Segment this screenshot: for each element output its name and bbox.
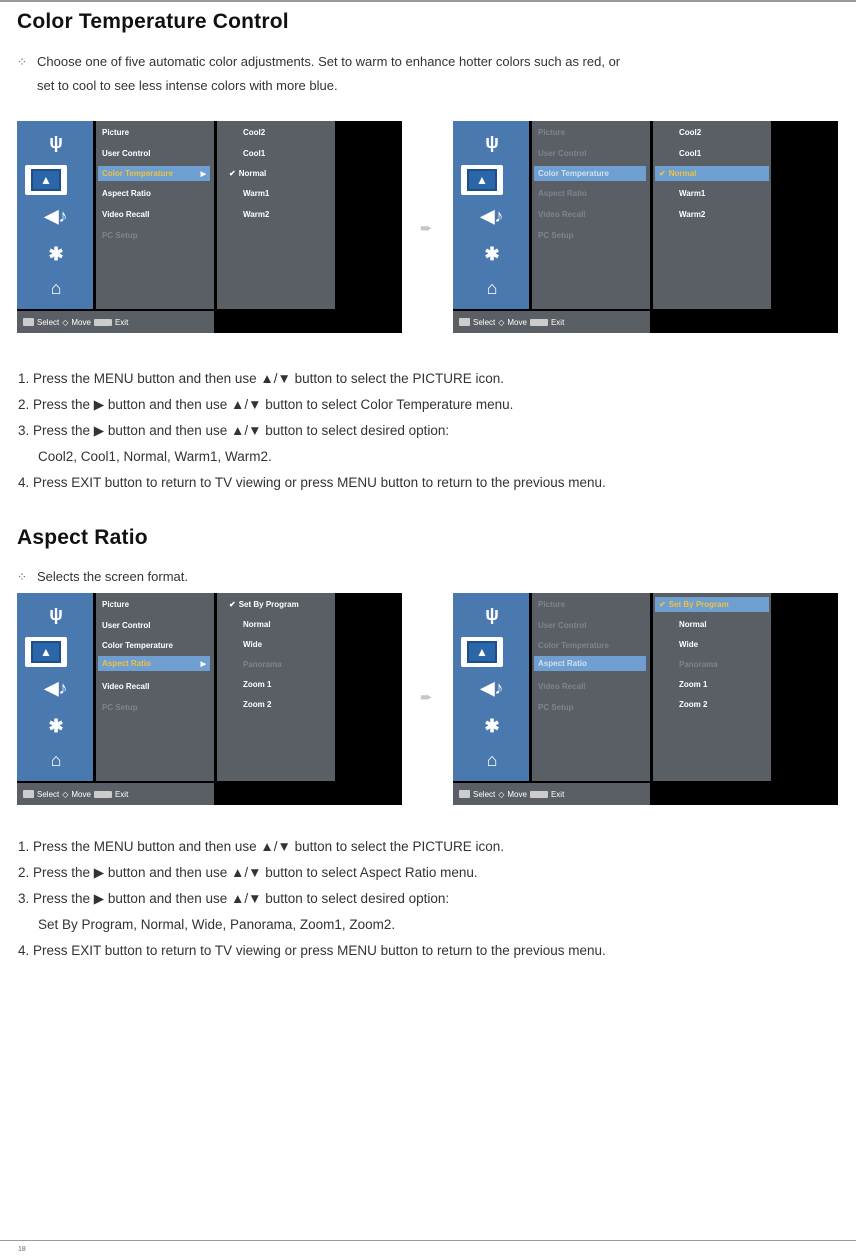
move-icon: ◇ xyxy=(62,789,69,799)
step-1: 1. Press the MENU button and then use ▲/▼ button to select the PICTURE icon. xyxy=(18,839,504,854)
setup-gear-icon: ✱ xyxy=(48,715,64,736)
exit-key-icon xyxy=(94,791,112,798)
osd-footer: Select ◇ Move Exit xyxy=(17,311,214,333)
select-key-icon xyxy=(23,318,34,326)
osd-icon-bar xyxy=(17,593,93,781)
select-key-icon xyxy=(459,790,470,798)
antenna-icon: ψ xyxy=(485,603,499,624)
osd-footer: Select ◇ Move Exit xyxy=(453,311,650,333)
menu-item-aspect-ratio[interactable]: Aspect Ratio ▶ xyxy=(98,656,210,671)
picture-icon: ▲ xyxy=(461,165,503,195)
step-2: 2. Press the ▶ button and then use ▲/▼ button to select Color Temperature menu. xyxy=(18,397,514,412)
osd-main-menu xyxy=(96,593,214,781)
antenna-icon: ψ xyxy=(485,131,499,152)
top-rule xyxy=(0,0,856,2)
sound-icon: ◀♪ xyxy=(44,205,68,226)
menu-item-aspect-ratio[interactable]: Aspect Ratio xyxy=(102,189,151,198)
sound-icon: ◀♪ xyxy=(44,677,68,698)
section-intro-color-temperature: ⁘ Choose one of five automatic color adjustments. Set to warm to enhance hotter colors such as red, or set to cool to see less intense colors with more blue. xyxy=(17,50,817,98)
step-4: 4. Press EXIT button to return to TV viewing or press MENU button to return to the previous menu. xyxy=(18,943,606,958)
menu-item-pc-setup: PC Setup xyxy=(102,231,138,240)
menu-item-color-temperature[interactable]: Color Temperature xyxy=(102,641,173,650)
option-panorama: Panorama xyxy=(243,660,282,669)
antenna-icon: ψ xyxy=(49,131,63,152)
osd-footer: Select ◇ Move Exit xyxy=(453,783,650,805)
channel-icon: ⌂ xyxy=(50,749,62,770)
picture-icon: ▲ xyxy=(25,637,67,667)
menu-item-user-control[interactable]: User Control xyxy=(538,149,587,158)
channel-icon: ⌂ xyxy=(486,749,498,770)
menu-item-video-recall[interactable]: Video Recall xyxy=(102,682,150,691)
menu-item-color-temperature[interactable]: Color Temperature xyxy=(534,166,646,181)
option-warm1[interactable]: Warm1 xyxy=(243,189,270,198)
option-set-by-program-selected[interactable]: ✔ Set By Program xyxy=(655,597,769,612)
menu-item-pc-setup: PC Setup xyxy=(102,703,138,712)
option-normal[interactable]: Normal xyxy=(243,620,271,629)
option-cool1[interactable]: Cool1 xyxy=(243,149,266,158)
osd-icon-bar xyxy=(453,593,529,781)
bottom-rule xyxy=(0,1240,856,1241)
menu-item-user-control[interactable]: User Control xyxy=(102,621,151,630)
osd-main-menu xyxy=(96,121,214,309)
osd-options-menu xyxy=(653,593,771,781)
menu-item-video-recall[interactable]: Video Recall xyxy=(538,210,586,219)
option-normal-selected[interactable]: ✔ Normal xyxy=(655,166,769,181)
menu-item-pc-setup: PC Setup xyxy=(538,703,574,712)
next-step-arrow-icon: ➨ xyxy=(420,689,433,706)
select-key-icon xyxy=(23,790,34,798)
menu-item-color-temperature[interactable]: Color Temperature xyxy=(538,641,609,650)
option-zoom2[interactable]: Zoom 2 xyxy=(679,700,708,709)
step-4: 4. Press EXIT button to return to TV viewing or press MENU button to return to the previous menu. xyxy=(18,475,606,490)
move-icon: ◇ xyxy=(62,317,69,327)
option-zoom1[interactable]: Zoom 1 xyxy=(679,680,708,689)
move-icon: ◇ xyxy=(498,317,505,327)
channel-icon: ⌂ xyxy=(50,277,62,298)
section-title-color-temperature: Color Temperature Control xyxy=(17,10,289,33)
steps-aspect-ratio xyxy=(18,834,606,964)
option-normal[interactable]: ✔ Normal xyxy=(229,169,267,178)
picture-icon: ▲ xyxy=(461,637,503,667)
setup-gear-icon: ✱ xyxy=(484,715,500,736)
setup-gear-icon: ✱ xyxy=(484,243,500,264)
page-number: 18 xyxy=(18,1246,26,1253)
osd-main-menu xyxy=(532,593,650,781)
step-3: 3. Press the ▶ button and then use ▲/▼ button to select desired option: xyxy=(18,891,450,906)
sparkle-icon: ⁘ xyxy=(17,55,28,69)
option-normal[interactable]: Normal xyxy=(679,620,707,629)
steps-color-temperature xyxy=(18,366,606,496)
move-icon: ◇ xyxy=(498,789,505,799)
osd-screen-ct-after xyxy=(453,121,838,333)
osd-screen-ct-before xyxy=(17,121,402,333)
step-3-options: Cool2, Cool1, Normal, Warm1, Warm2. xyxy=(38,449,272,464)
osd-options-menu xyxy=(217,121,335,309)
option-warm2[interactable]: Warm2 xyxy=(679,210,706,219)
menu-item-user-control[interactable]: User Control xyxy=(102,149,151,158)
menu-item-aspect-ratio[interactable]: Aspect Ratio xyxy=(538,189,587,198)
osd-icon-bar xyxy=(453,121,529,309)
check-icon: ✔ xyxy=(229,169,236,178)
option-warm1[interactable]: Warm1 xyxy=(679,189,706,198)
option-set-by-program[interactable]: ✔ Set By Program xyxy=(229,600,299,609)
option-zoom2[interactable]: Zoom 2 xyxy=(243,700,272,709)
step-2: 2. Press the ▶ button and then use ▲/▼ button to select Aspect Ratio menu. xyxy=(18,865,478,880)
osd-screen-ar-before xyxy=(17,593,402,805)
option-warm2[interactable]: Warm2 xyxy=(243,210,270,219)
section-intro-aspect-ratio: ⁘ Selects the screen format. xyxy=(17,565,817,589)
step-3: 3. Press the ▶ button and then use ▲/▼ button to select desired option: xyxy=(18,423,450,438)
antenna-icon: ψ xyxy=(49,603,63,624)
osd-options-menu xyxy=(217,593,335,781)
osd-footer: Select ◇ Move Exit xyxy=(17,783,214,805)
option-wide[interactable]: Wide xyxy=(243,640,263,649)
menu-item-user-control[interactable]: User Control xyxy=(538,621,587,630)
section-title-aspect-ratio: Aspect Ratio xyxy=(17,526,148,549)
osd-main-menu xyxy=(532,121,650,309)
osd-icon-bar xyxy=(17,121,93,309)
sparkle-icon: ⁘ xyxy=(17,570,28,584)
sound-icon: ◀♪ xyxy=(480,677,504,698)
menu-item-pc-setup: PC Setup xyxy=(538,231,574,240)
menu-item-video-recall[interactable]: Video Recall xyxy=(102,210,150,219)
step-3-options: Set By Program, Normal, Wide, Panorama, Zoom1, Zoom2. xyxy=(38,917,396,932)
option-cool2[interactable]: Cool2 xyxy=(243,128,266,137)
option-cool2[interactable]: Cool2 xyxy=(679,128,702,137)
sound-icon: ◀♪ xyxy=(480,205,504,226)
next-step-arrow-icon: ➨ xyxy=(420,220,433,237)
menu-item-picture[interactable]: Picture xyxy=(102,128,130,137)
picture-icon: ▲ xyxy=(25,165,67,195)
check-icon: ✔ xyxy=(659,169,666,178)
option-zoom1[interactable]: Zoom 1 xyxy=(243,680,272,689)
channel-icon: ⌂ xyxy=(486,277,498,298)
check-icon: ✔ xyxy=(659,600,666,609)
option-cool1[interactable]: Cool1 xyxy=(679,149,702,158)
submenu-arrow-icon: ▶ xyxy=(200,660,206,668)
menu-item-picture[interactable]: Picture xyxy=(538,128,566,137)
exit-key-icon xyxy=(530,319,548,326)
menu-item-picture[interactable]: Picture xyxy=(102,600,130,609)
option-wide[interactable]: Wide xyxy=(679,640,699,649)
submenu-arrow-icon: ▶ xyxy=(200,170,206,178)
setup-gear-icon: ✱ xyxy=(48,243,64,264)
select-key-icon xyxy=(459,318,470,326)
menu-item-picture[interactable]: Picture xyxy=(538,600,566,609)
osd-screen-ar-after xyxy=(453,593,838,805)
step-1: 1. Press the MENU button and then use ▲/▼ button to select the PICTURE icon. xyxy=(18,371,504,386)
exit-key-icon xyxy=(94,319,112,326)
osd-options-menu xyxy=(653,121,771,309)
menu-item-aspect-ratio[interactable]: Aspect Ratio xyxy=(534,656,646,671)
check-icon: ✔ xyxy=(229,600,236,609)
menu-item-color-temperature[interactable]: Color Temperature ▶ xyxy=(98,166,210,181)
exit-key-icon xyxy=(530,791,548,798)
menu-item-video-recall[interactable]: Video Recall xyxy=(538,682,586,691)
option-panorama: Panorama xyxy=(679,660,718,669)
